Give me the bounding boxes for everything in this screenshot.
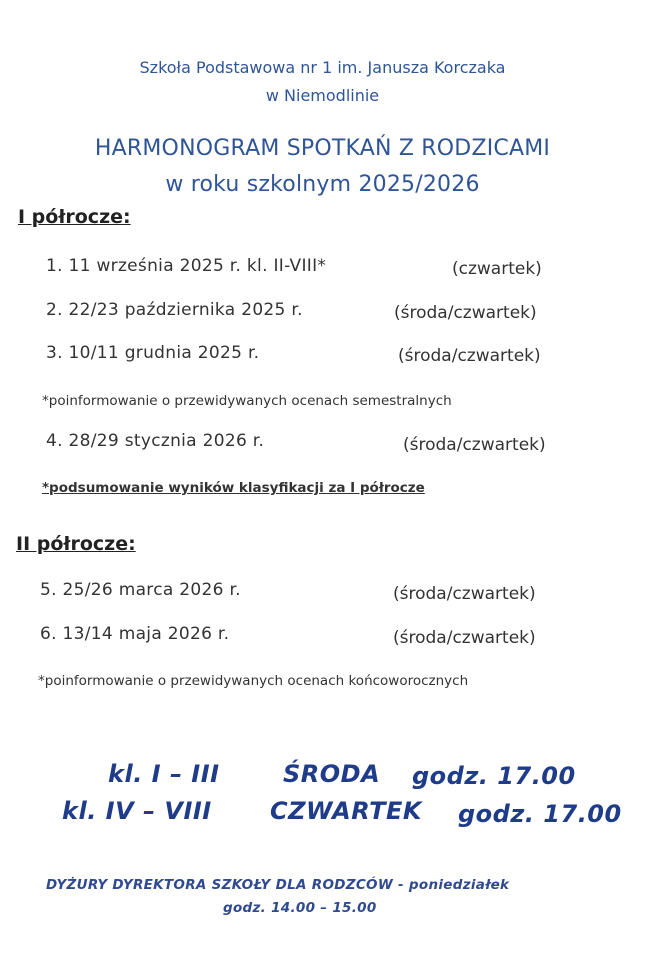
schedule-item-days: (środa/czwartek) (393, 584, 536, 604)
school-name: Szkoła Podstawowa nr 1 im. Janusza Korczaka (139, 58, 506, 77)
semester1-summary-note: *podsumowanie wyników klasyfikacji za I półrocze (42, 480, 425, 496)
schedule-classes: kl. IV – VIII (62, 797, 212, 825)
schedule-item-days: (środa/czwartek) (403, 435, 546, 455)
school-location: w Niemodlinie (265, 86, 380, 105)
schedule-item: 5. 25/26 marca 2026 r. (40, 580, 241, 600)
schedule-item-days: (środa/czwartek) (393, 628, 536, 648)
semester1-label: I półrocze: (18, 206, 131, 228)
schedule-item: 4. 28/29 stycznia 2026 r. (46, 431, 265, 451)
schedule-item: 1. 11 września 2025 r. kl. II-VIII* (46, 256, 327, 276)
schedule-day: CZWARTEK (270, 797, 422, 825)
schedule-item-days: (czwartek) (452, 259, 542, 279)
schedule-item-days: (środa/czwartek) (394, 303, 537, 323)
semester2-label: II półrocze: (16, 533, 136, 555)
schedule-time: godz. 17.00 (412, 762, 576, 790)
schedule-item: 6. 13/14 maja 2026 r. (40, 624, 230, 644)
schedule-item-days: (środa/czwartek) (398, 346, 541, 366)
page-title: HARMONOGRAM SPOTKAŃ Z RODZICAMI (94, 136, 551, 161)
page-subtitle: w roku szkolnym 2025/2026 (165, 172, 480, 197)
schedule-classes: kl. I – III (108, 760, 220, 788)
semester1-note: *poinformowanie o przewidywanych ocenach semestralnych (42, 393, 452, 409)
schedule-day: ŚRODA (283, 760, 381, 788)
schedule-time: godz. 17.00 (458, 800, 622, 828)
director-duty: DYŻURY DYREKTORA SZKOŁY DLA RODZCÓW - poniedziałek (46, 877, 510, 893)
director-duty-hours: godz. 14.00 – 15.00 (223, 900, 377, 916)
semester2-note: *poinformowanie o przewidywanych ocenach końcoworocznych (38, 673, 469, 689)
schedule-item: 2. 22/23 października 2025 r. (46, 300, 303, 320)
schedule-item: 3. 10/11 grudnia 2025 r. (46, 343, 260, 363)
